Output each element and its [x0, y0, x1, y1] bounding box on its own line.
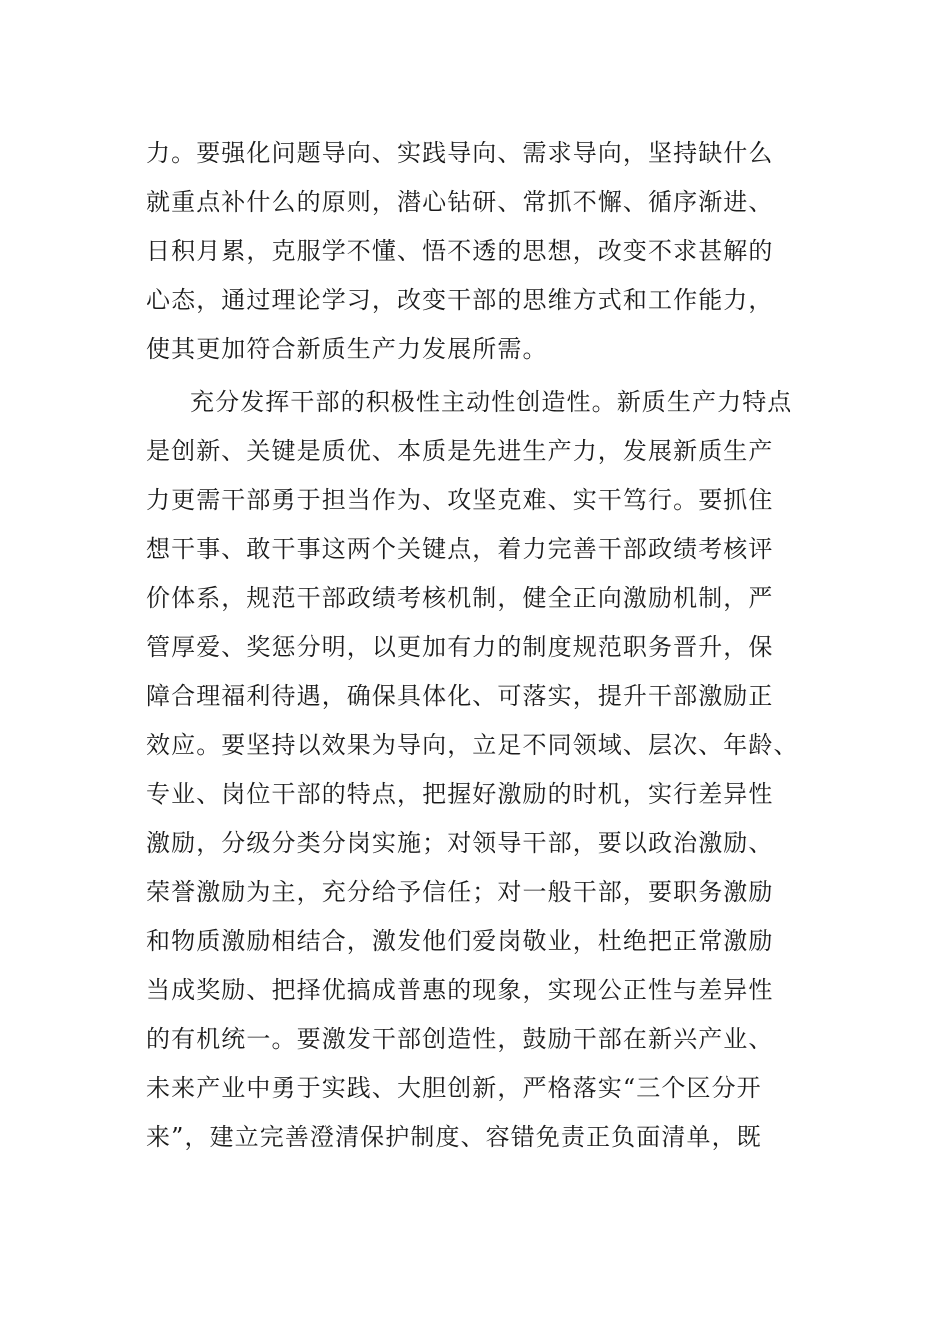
paragraph-2 — [146, 378, 808, 1162]
paragraph-2-line: 的有机统一。要激发干部创造性，鼓励干部在新兴产业、 — [146, 1025, 774, 1053]
paragraph-1-line: 就重点补什么的原则，潜心钻研、常抓不懈、循序渐进、 — [146, 188, 774, 216]
paragraph-2-line: 充分发挥干部的积极性主动性创造性。新质生产力特点 — [190, 388, 793, 416]
paragraph-1-line: 力。要强化问题导向、实践导向、需求导向，坚持缺什么 — [146, 139, 774, 167]
paragraph-2-line: 是创新、关键是质优、本质是先进生产力，发展新质生产 — [146, 437, 774, 465]
paragraph-2-line: 来”，建立完善澄清保护制度、容错免责正负面清单，既 — [146, 1123, 762, 1151]
paragraph-2-line: 效应。要坚持以效果为导向，立足不同领域、层次、年龄、 — [146, 731, 799, 759]
paragraph-2-line: 当成奖励、把择优搞成普惠的现象，实现公正性与差异性 — [146, 976, 774, 1004]
paragraph-2-line: 管厚爱、奖惩分明，以更加有力的制度规范职务晋升，保 — [146, 633, 774, 661]
paragraph-2-line: 激励，分级分类分岗实施；对领导干部，要以政治激励、 — [146, 829, 774, 857]
paragraph-2-line: 未来产业中勇于实践、大胆创新，严格落实“三个区分开 — [146, 1074, 762, 1102]
paragraph-2-line: 障合理福利待遇，确保具体化、可落实，提升干部激励正 — [146, 682, 774, 710]
paragraph-2-line: 力更需干部勇于担当作为、攻坚克难、实干笃行。要抓住 — [146, 486, 774, 514]
paragraph-1 — [146, 129, 808, 374]
paragraph-2-line: 价体系，规范干部政绩考核机制，健全正向激励机制，严 — [146, 584, 774, 612]
paragraph-2-line: 想干事、敢干事这两个关键点，着力完善干部政绩考核评 — [146, 535, 774, 563]
paragraph-2-line: 和物质激励相结合，激发他们爱岗敬业，杜绝把正常激励 — [146, 927, 774, 955]
paragraph-2-line: 专业、岗位干部的特点，把握好激励的时机，实行差异性 — [146, 780, 774, 808]
paragraph-1-line: 使其更加符合新质生产力发展所需。 — [146, 335, 548, 363]
paragraph-1-line: 心态，通过理论学习，改变干部的思维方式和工作能力， — [146, 286, 774, 314]
paragraph-2-line: 荣誉激励为主，充分给予信任；对一般干部，要职务激励 — [146, 878, 774, 906]
paragraph-1-line: 日积月累，克服学不懂、悟不透的思想，改变不求甚解的 — [146, 237, 774, 265]
